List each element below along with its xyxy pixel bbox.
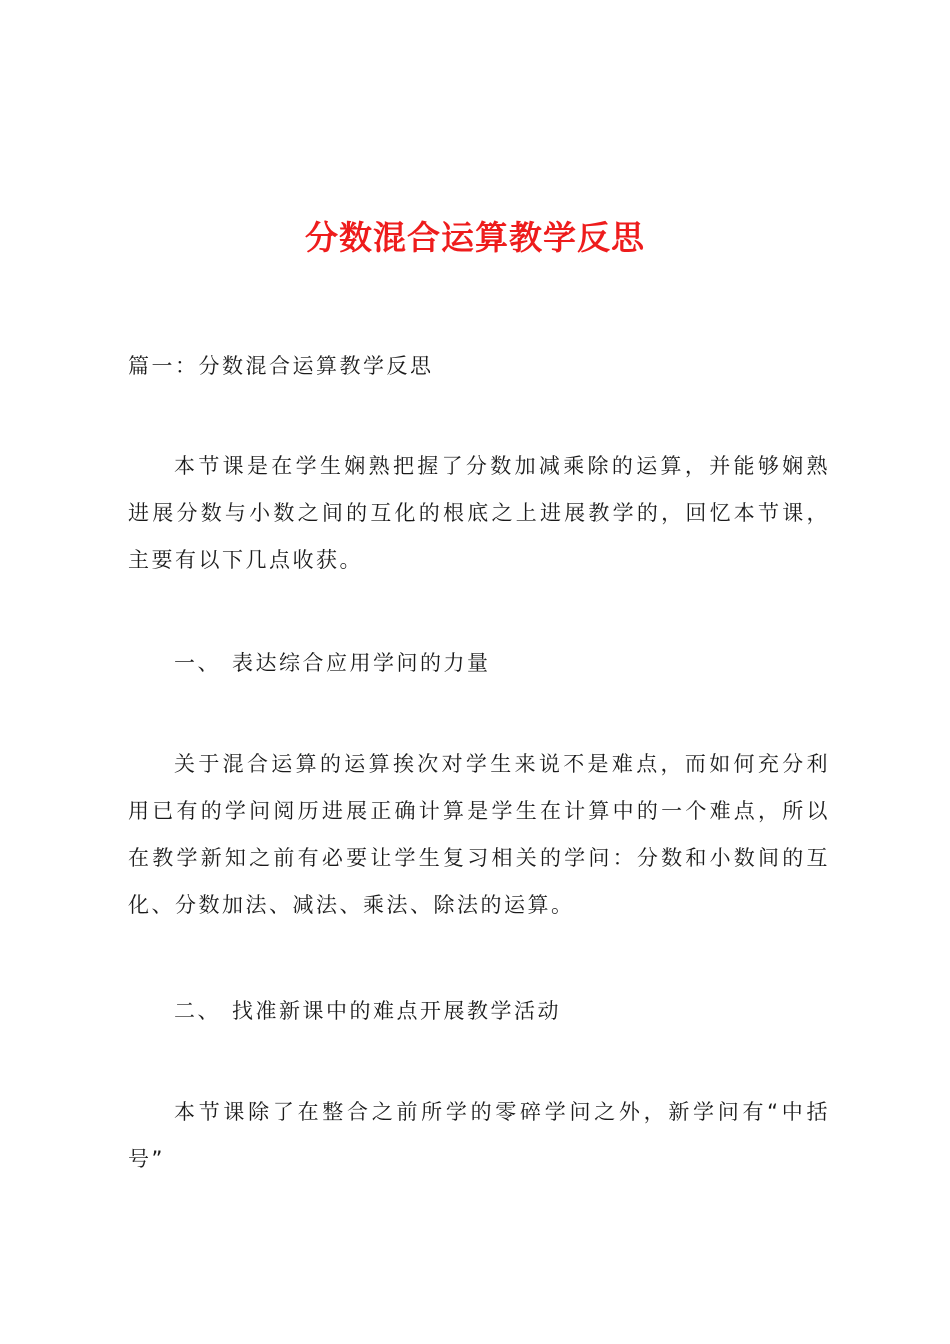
point-two-heading	[128, 988, 830, 1035]
document-title: 分数混合运算教学反思	[305, 218, 645, 257]
intro-paragraph: 本节课是在学生娴熟把握了分数加减乘除的运算，并能够娴熟进展分数与小数之间的互化的根底之上进展教学的，回忆本节课，主要有以下几点收获。	[128, 454, 830, 572]
point-two-heading-text: 找准新课中的难点开展教学活动	[232, 999, 561, 1023]
point-two-number: 二、	[174, 999, 221, 1023]
point-one-heading	[128, 640, 830, 687]
point-one-number: 一、	[174, 651, 221, 675]
section-label: 篇一：分数混合运算教学反思	[128, 354, 434, 378]
point-two-paragraph: 本节课除了在整合之前所学的零碎学问之外，新学问有“中括号”	[128, 1100, 830, 1171]
point-one-paragraph: 关于混合运算的运算挨次对学生来说不是难点，而如何充分利用已有的学问阅历进展正确计算是学生在计算中的一个难点，所以在教学新知之前有必要让学生复习相关的学问：分数和小数间的互化、分数加法、减法、乘法、除法的运算。	[128, 752, 830, 917]
point-one-heading-text: 表达综合应用学问的力量	[232, 651, 491, 675]
